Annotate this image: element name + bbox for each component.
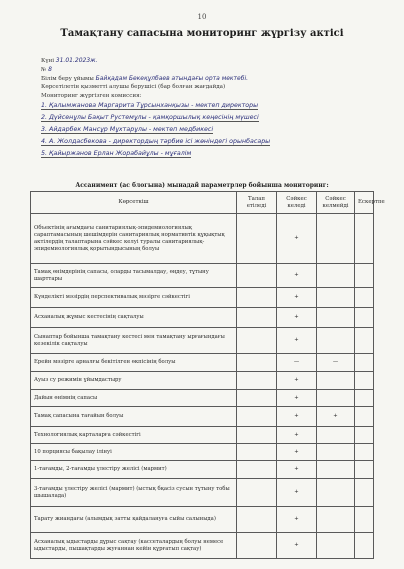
compliant-cell: + — [277, 390, 317, 407]
criterion-cell: 10 порциясы бақылау ілінуі — [31, 444, 237, 461]
noncompliant-cell: — — [317, 354, 355, 372]
required-cell — [237, 308, 277, 328]
required-cell — [237, 507, 277, 533]
criterion-cell: Тамақ сапасына тағайын болуы — [31, 407, 237, 427]
table-row — [31, 407, 374, 427]
criterion-cell: 1-тағамды, 2-тағамды үлестіру желісі (мармит) — [31, 461, 237, 479]
criterion-cell: Тарату жиандағы (алымдық затты қайдалануға сыйы салыныда) — [31, 507, 237, 533]
criterion-cell: Сынаптар бойынша тамақтану кестесі мен тамақтану ырғағындағы кезекілік сақталуы — [31, 328, 237, 354]
compliant-cell: + — [277, 308, 317, 328]
criterion-cell: Күнделікті мәзірдің перспективалық мәзірге сәйкестігі — [31, 288, 237, 308]
note-cell — [355, 427, 374, 444]
table-row — [31, 507, 374, 533]
table-row — [31, 533, 374, 559]
compliant-cell: + — [277, 214, 317, 264]
required-cell — [237, 533, 277, 559]
note-cell — [355, 354, 374, 372]
note-cell — [355, 308, 374, 328]
criterion-cell: Ерейн мәзірге арналғы бекітілген өкпісінің болуы — [31, 354, 237, 372]
noncompliant-cell: + — [317, 407, 355, 427]
table-row — [31, 354, 374, 372]
school-value: Байқадам Бекеқұлбаев атындағы орта мектебі. — [95, 75, 249, 82]
number-value: 8 — [48, 66, 52, 73]
table-row — [31, 461, 374, 479]
required-cell — [237, 328, 277, 354]
noncompliant-cell — [317, 479, 355, 507]
commission-line — [41, 92, 381, 101]
noncompliant-cell — [317, 264, 355, 288]
criterion-cell: Асханалық ыдыстарды дұрыс сақтау (кассеталардың болуы немесе ыдыстарды, пышақтарды жуғаннан кейін құрғатып сақтау) — [31, 533, 237, 559]
note-cell — [355, 372, 374, 390]
document-title: Тамақтану сапасына мониторинг жүргізу актісі — [60, 28, 344, 39]
compliant-cell: + — [277, 479, 317, 507]
compliant-cell: + — [277, 372, 317, 390]
required-cell — [237, 390, 277, 407]
required-cell — [237, 372, 277, 390]
required-cell — [237, 354, 277, 372]
noncompliant-cell — [317, 288, 355, 308]
compliant-cell: + — [277, 407, 317, 427]
noncompliant-cell — [317, 427, 355, 444]
table-header-row — [31, 192, 374, 214]
note-cell — [355, 407, 374, 427]
commission-member: 3. Айдарбек Мансұр Мұхтарұлы - мектеп медбикесі — [41, 126, 214, 133]
noncompliant-cell — [317, 372, 355, 390]
required-cell — [237, 264, 277, 288]
compliant-cell: + — [277, 507, 317, 533]
monitoring-table — [30, 191, 385, 559]
table-row — [31, 372, 374, 390]
criterion-cell: Тамақ өнімдерінің сапасы, оларды тасымалдау, өңдеу, тұтыну шарттары — [31, 264, 237, 288]
noncompliant-cell — [317, 328, 355, 354]
required-cell — [237, 479, 277, 507]
note-cell — [355, 461, 374, 479]
compliant-cell: + — [277, 328, 317, 354]
noncompliant-cell — [317, 308, 355, 328]
compliant-cell: + — [277, 427, 317, 444]
note-cell — [355, 390, 374, 407]
commission-member: 5. Қайыржанов Ерлан Жорабайұлы - мұғалім — [41, 150, 192, 157]
note-cell — [355, 328, 374, 354]
table-row — [31, 390, 374, 407]
table-row — [31, 328, 374, 354]
criterion-cell: Асханалық жұмыс кестесінің сақталуы — [31, 308, 237, 328]
note-cell — [355, 507, 374, 533]
compliant-cell: + — [277, 533, 317, 559]
compliant-cell: + — [277, 288, 317, 308]
school-label: Білім беру ұйымы — [41, 76, 94, 82]
required-cell — [237, 288, 277, 308]
supplier-label: Көрсетілетін қызметті алушы берушісі (бар болған жағдайда) — [41, 84, 226, 90]
commission-member: 4. А. Жолдасбекова - директордың тәрбие ісі жөніндегі орынбасары — [41, 138, 271, 145]
noncompliant-cell — [317, 533, 355, 559]
table-row — [31, 264, 374, 288]
noncompliant-cell — [317, 444, 355, 461]
header-required: Талап етіледі — [237, 192, 277, 214]
compliant-cell: + — [277, 461, 317, 479]
table-row — [31, 427, 374, 444]
noncompliant-cell — [317, 390, 355, 407]
header-note: Ескертпе — [355, 192, 374, 214]
date-value: 31.01.2023ж. — [55, 57, 98, 64]
criterion-cell: Ауыз су режимін ұйымдастыру — [31, 372, 237, 390]
noncompliant-cell — [317, 507, 355, 533]
table-row — [31, 479, 374, 507]
note-cell — [355, 533, 374, 559]
note-cell — [355, 479, 374, 507]
criterion-cell: Технологиялық карталарға сәйкестігі — [31, 427, 237, 444]
commission-member: 2. Дүйсенұлы Бақыт Рустемұлы - қамқоршылық кеңесінің мүшесі — [41, 114, 259, 121]
required-cell — [237, 461, 277, 479]
table-row — [31, 444, 374, 461]
commission-label: Мониторинг жүргізген комиссия: — [41, 93, 142, 99]
criterion-cell: 3-тағамды үлестіру желісі (мармит) (ыстық бқасіз сусын тұтыну тобы шышалада) — [31, 479, 237, 507]
commission-member: 1. Қалымжанова Маргарита Тұрсынханқызы - мектеп директоры — [41, 102, 259, 109]
compliant-cell: + — [277, 444, 317, 461]
note-cell — [355, 214, 374, 264]
required-cell — [237, 214, 277, 264]
note-cell — [355, 288, 374, 308]
date-label: Күні — [41, 58, 55, 64]
criterion-cell: Дайын өнімнің сапасы — [31, 390, 237, 407]
required-cell — [237, 427, 277, 444]
table-row — [31, 288, 374, 308]
criterion-cell: Объектінің ағымдағы санитариялық-эпидемиологиялық сараптамасының шешімдерін санитариялық нормативтік құқықтық актілердің талаптарына сәйкес келуі туралы санитариялық-эпидемиологиялық қорытындысының болуы — [31, 214, 237, 264]
note-cell — [355, 264, 374, 288]
page-number: 10 — [197, 13, 207, 21]
noncompliant-cell — [317, 461, 355, 479]
header-compliant: Сәйкес келеді — [277, 192, 317, 214]
number-label: № — [41, 67, 47, 73]
table-row — [31, 214, 374, 264]
compliant-cell: — — [277, 354, 317, 372]
required-cell — [237, 407, 277, 427]
required-cell — [237, 444, 277, 461]
table-row — [31, 308, 374, 328]
header-noncompliant: Сәйкес келмейді — [317, 192, 355, 214]
noncompliant-cell — [317, 214, 355, 264]
header-criterion: Көрсеткіш — [31, 192, 237, 214]
assessment-heading: Ассанимент (ас блогына) мынадай параметрлер бойынша мониторинг: — [75, 182, 329, 189]
note-cell — [355, 444, 374, 461]
compliant-cell: + — [277, 264, 317, 288]
supplier-line — [41, 83, 381, 92]
